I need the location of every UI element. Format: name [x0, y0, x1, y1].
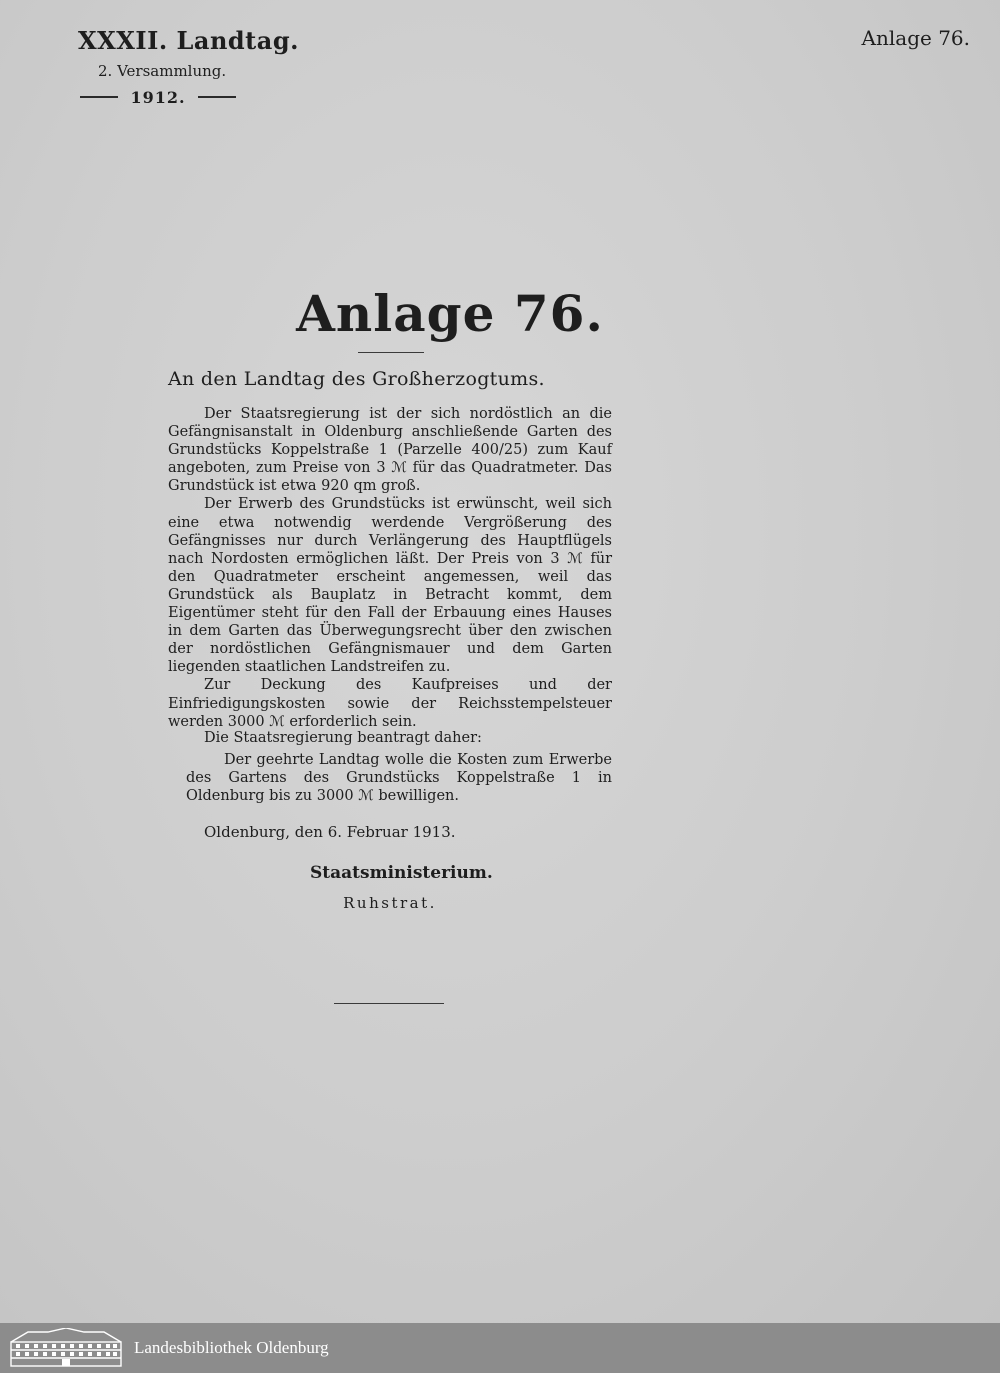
library-name: Landesbibliothek Oldenburg	[134, 1338, 329, 1357]
document-title: Anlage 76.	[296, 284, 604, 343]
header-rule-left	[80, 96, 118, 98]
salutation: An den Landtag des Großherzogtums.	[168, 368, 545, 390]
place-date: Oldenburg, den 6. Februar 1913.	[204, 823, 456, 841]
antrag-intro: Die Staatsregierung beantragt daher:	[204, 730, 482, 746]
signature: Ruhstrat.	[343, 894, 437, 912]
header-rule-right	[198, 96, 236, 98]
antrag-text	[186, 751, 612, 805]
antrag-paragraph: Der geehrte Landtag wolle die Kosten zum Erwerbe des Gartens des Grundstücks Koppelstraße 1 in Oldenburg bis zu 3000 ℳ bewilligen.	[186, 752, 612, 805]
paragraph: Der Erwerb des Grundstücks ist erwünscht, weil sich eine etwa notwendig werdende Vergrößerung des Gefängnisses nur durch Verlängerung des Hauptflügels nach Nordosten ermöglichen läßt. Der Preis von 3 ℳ für den Quadratmeter erscheint angemessen, weil das Grundstück als Bauplatz in Betracht kommt, dem Eigentümer steht für den Fall der Erbauung eines Hauses in dem Garten das Überwegungsrecht über den zwischen der nordöstlichen Gefängnismauer und dem Garten liegenden staatlichen Landstreifen zu.	[168, 496, 612, 676]
footer-bar	[0, 1323, 1000, 1373]
paragraph: Der Staatsregierung ist der sich nordöstlich an die Gefängnisanstalt in Oldenburg anschließende Garten des Grundstücks Koppelstraße 1 (Parzelle 400/25) zum Kauf angeboten, zum Preise von 3 ℳ für das Quadratmeter. Das Grundstück ist etwa 920 qm groß.	[168, 406, 612, 495]
library-building-icon	[8, 1328, 124, 1368]
header-anlage-number: Anlage 76.	[861, 26, 970, 50]
end-divider	[334, 1003, 444, 1004]
header-year: 1912.	[130, 87, 186, 107]
title-divider	[358, 352, 424, 353]
header-versammlung: 2. Versammlung.	[98, 62, 227, 80]
header-year-row	[80, 86, 236, 108]
header-landtag: XXXII. Landtag.	[78, 26, 299, 55]
ministerium: Staatsministerium.	[310, 863, 493, 883]
body-text	[168, 405, 612, 731]
paragraph: Zur Deckung des Kaufpreises und der Einfriedigungskosten sowie der Reichsstempelsteuer werden 3000 ℳ erforderlich sein.	[168, 677, 612, 730]
